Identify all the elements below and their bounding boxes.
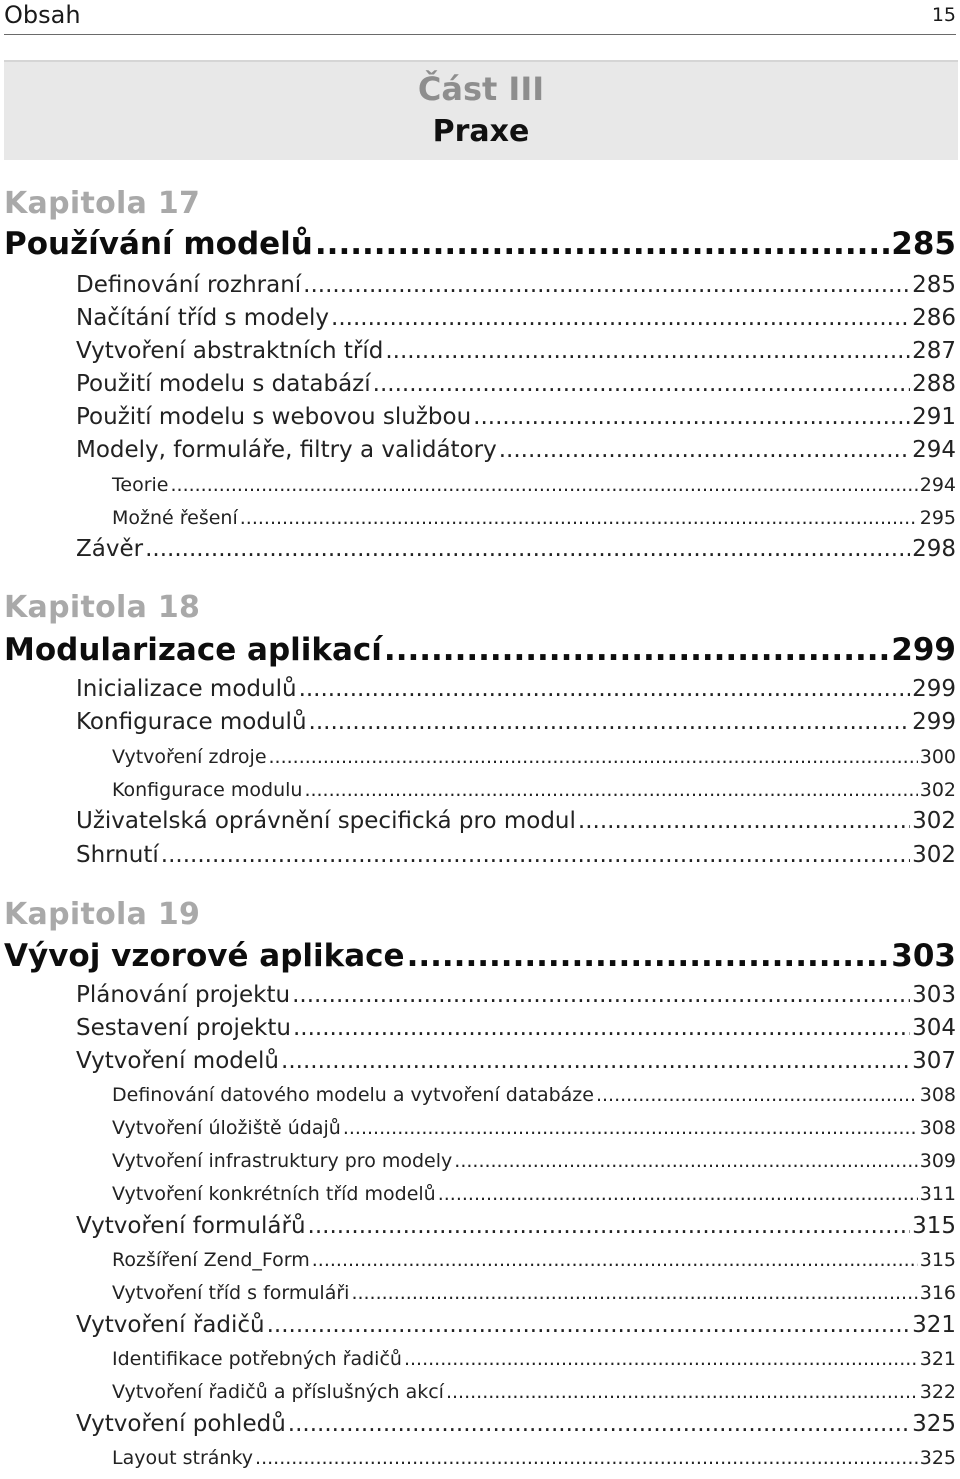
toc-entry-title: Layout stránky: [112, 1447, 254, 1469]
dot-leader: [145, 536, 910, 562]
toc-entry-page: 299: [891, 632, 956, 668]
dot-leader: [438, 1183, 918, 1205]
toc-entry-page: 302: [912, 808, 956, 834]
toc-entry[interactable]: [76, 404, 956, 430]
section-title: Obsah: [4, 1, 81, 29]
part-label: Část III: [417, 70, 545, 108]
dot-leader: [304, 779, 917, 801]
dot-leader: [454, 1150, 917, 1172]
toc-entry-page: 299: [912, 709, 956, 735]
dot-leader: [309, 709, 911, 735]
part-banner: [4, 60, 958, 160]
toc-entry-title: Vytvoření pohledů: [76, 1411, 286, 1437]
toc-entry-title: Vytvoření modelů: [76, 1048, 280, 1074]
dot-leader: [267, 1312, 911, 1338]
toc-entry-title: Plánování projektu: [76, 982, 291, 1008]
toc-entry-page: 300: [919, 746, 956, 768]
toc-entry-page: 302: [919, 779, 956, 801]
toc-subentry[interactable]: [112, 474, 956, 496]
dot-leader: [269, 746, 918, 768]
toc-entry-title: Identifikace potřebných řadičů: [112, 1348, 402, 1370]
toc-entry-page: 303: [891, 938, 956, 974]
toc-entry-page: 286: [912, 305, 956, 331]
toc-entry[interactable]: [76, 676, 956, 702]
part-title: Praxe: [432, 114, 530, 149]
dot-leader: [373, 371, 910, 397]
chapter-label: Kapitola 17: [4, 186, 201, 221]
toc-entry-page: 299: [912, 676, 956, 702]
toc-entry-title: Teorie: [112, 474, 169, 496]
toc-entry-page: 302: [912, 842, 956, 868]
toc-entry-title: Inicializace modulů: [76, 676, 297, 702]
toc-entry-title: Možné řešení: [112, 507, 238, 529]
toc-entry-title: Definování rozhraní: [76, 272, 302, 298]
toc-subentry[interactable]: [112, 1348, 956, 1370]
toc-entry[interactable]: [76, 272, 956, 298]
toc-entry-title: Vytvoření zdroje: [112, 746, 267, 768]
dot-leader: [578, 808, 910, 834]
toc-entry-title: Vytvoření řadičů: [76, 1312, 265, 1338]
toc-entry[interactable]: [76, 842, 956, 868]
dot-leader: [303, 272, 910, 298]
dot-leader: [385, 338, 910, 364]
toc-subentry[interactable]: [112, 1282, 956, 1304]
toc-entry[interactable]: [76, 808, 956, 834]
toc-entry-page: 287: [912, 338, 956, 364]
toc-entry-page: 321: [919, 1348, 956, 1370]
toc-entry-page: 307: [912, 1048, 956, 1074]
toc-entry-title: Vytvoření abstraktních tříd: [76, 338, 384, 364]
toc-entry-page: 303: [912, 982, 956, 1008]
toc-entry-page: 322: [919, 1381, 956, 1403]
toc-entry-page: 285: [891, 226, 956, 262]
dot-leader: [473, 404, 910, 430]
toc-subentry[interactable]: [112, 746, 956, 768]
toc-entry[interactable]: [76, 982, 956, 1008]
toc-entry-title: Modularizace aplikací: [4, 632, 382, 668]
toc-entry-title: Vytvoření konkrétních tříd modelů: [112, 1183, 436, 1205]
toc-entry[interactable]: [76, 371, 956, 397]
toc-entry[interactable]: [76, 1213, 956, 1239]
running-header: [4, 0, 956, 35]
toc-chapter-title[interactable]: [4, 938, 956, 974]
toc-subentry[interactable]: [112, 507, 956, 529]
toc-entry-title: Použití modelu s webovou službou: [76, 404, 472, 430]
toc-entry[interactable]: [76, 338, 956, 364]
toc-entry[interactable]: [76, 709, 956, 735]
toc-chapter-title[interactable]: [4, 226, 956, 262]
dot-leader: [315, 226, 889, 262]
dot-leader: [407, 938, 890, 974]
toc-entry-title: Vytvoření infrastruktury pro modely: [112, 1150, 453, 1172]
toc-entry-title: Konfigurace modulu: [112, 779, 303, 801]
toc-entry-page: 315: [912, 1213, 956, 1239]
toc-entry-title: Definování datového modelu a vytvoření databáze: [112, 1084, 594, 1106]
toc-entry-title: Rozšíření Zend_Form: [112, 1249, 310, 1271]
toc-entry-title: Použití modelu s databází: [76, 371, 371, 397]
dot-leader: [384, 632, 889, 668]
toc-entry-page: 311: [919, 1183, 956, 1205]
chapter-label: Kapitola 18: [4, 590, 201, 625]
toc-entry-page: 308: [919, 1117, 956, 1139]
toc-subentry[interactable]: [112, 1084, 956, 1106]
dot-leader: [308, 1213, 911, 1239]
dot-leader: [351, 1282, 917, 1304]
chapter-label: Kapitola 19: [4, 897, 201, 932]
toc-entry-page: 291: [912, 404, 956, 430]
toc-entry-title: Modely, formuláře, filtry a validátory: [76, 437, 497, 463]
dot-leader: [499, 437, 910, 463]
toc-entry-page: 325: [919, 1447, 956, 1469]
toc-entry-title: Vytvoření úložiště údajů: [112, 1117, 341, 1139]
toc-subentry[interactable]: [112, 1249, 956, 1271]
toc-entry-page: 316: [919, 1282, 956, 1304]
toc-entry-title: Vytvoření řadičů a příslušných akcí: [112, 1381, 444, 1403]
toc-entry-page: 294: [919, 474, 956, 496]
toc-entry-page: 285: [912, 272, 956, 298]
toc-entry[interactable]: [76, 437, 956, 463]
toc-chapter-title[interactable]: [4, 632, 956, 668]
dot-leader: [255, 1447, 918, 1469]
toc-subentry[interactable]: [112, 1183, 956, 1205]
toc-entry[interactable]: [76, 305, 956, 331]
toc-entry[interactable]: [76, 1048, 956, 1074]
toc-entry-page: 308: [919, 1084, 956, 1106]
dot-leader: [446, 1381, 918, 1403]
dot-leader: [240, 507, 918, 529]
page-number: 15: [931, 4, 956, 26]
dot-leader: [299, 676, 911, 702]
toc-entry-title: Závěr: [76, 536, 144, 562]
dot-leader: [292, 982, 910, 1008]
toc-entry-title: Konfigurace modulů: [76, 709, 307, 735]
dot-leader: [170, 474, 917, 496]
toc-entry-page: 295: [919, 507, 956, 529]
dot-leader: [343, 1117, 918, 1139]
toc-entry-title: Vytvoření tříd s formuláři: [112, 1282, 350, 1304]
toc-entry[interactable]: [76, 536, 956, 562]
toc-subentry[interactable]: [112, 779, 956, 801]
dot-leader: [288, 1411, 910, 1437]
dot-leader: [161, 842, 910, 868]
toc-subentry[interactable]: [112, 1117, 956, 1139]
dot-leader: [596, 1084, 918, 1106]
dot-leader: [404, 1348, 918, 1370]
toc-entry[interactable]: [76, 1411, 956, 1437]
toc-entry[interactable]: [76, 1312, 956, 1338]
toc-subentry[interactable]: [112, 1150, 956, 1172]
dot-leader: [312, 1249, 918, 1271]
toc-entry[interactable]: [76, 1015, 956, 1041]
toc-entry-title: Vývoj vzorové aplikace: [4, 938, 405, 974]
dot-leader: [331, 305, 910, 331]
toc-entry-title: Vytvoření formulářů: [76, 1213, 306, 1239]
dot-leader: [293, 1015, 910, 1041]
toc-entry-page: 309: [919, 1150, 956, 1172]
toc-entry-page: 304: [912, 1015, 956, 1041]
toc-entry-title: Načítání tříd s modely: [76, 305, 330, 331]
toc-entry-title: Sestavení projektu: [76, 1015, 291, 1041]
toc-entry-page: 288: [912, 371, 956, 397]
toc-entry-title: Shrnutí: [76, 842, 159, 868]
toc-entry-title: Používání modelů: [4, 226, 313, 262]
toc-entry-title: Uživatelská oprávnění specifická pro modul: [76, 808, 576, 834]
toc-entry-page: 325: [912, 1411, 956, 1437]
toc-subentry[interactable]: [112, 1447, 956, 1469]
toc-entry-page: 294: [912, 437, 956, 463]
dot-leader: [281, 1048, 910, 1074]
toc-entry-page: 315: [919, 1249, 956, 1271]
toc-entry-page: 298: [912, 536, 956, 562]
toc-entry-page: 321: [912, 1312, 956, 1338]
toc-subentry[interactable]: [112, 1381, 956, 1403]
